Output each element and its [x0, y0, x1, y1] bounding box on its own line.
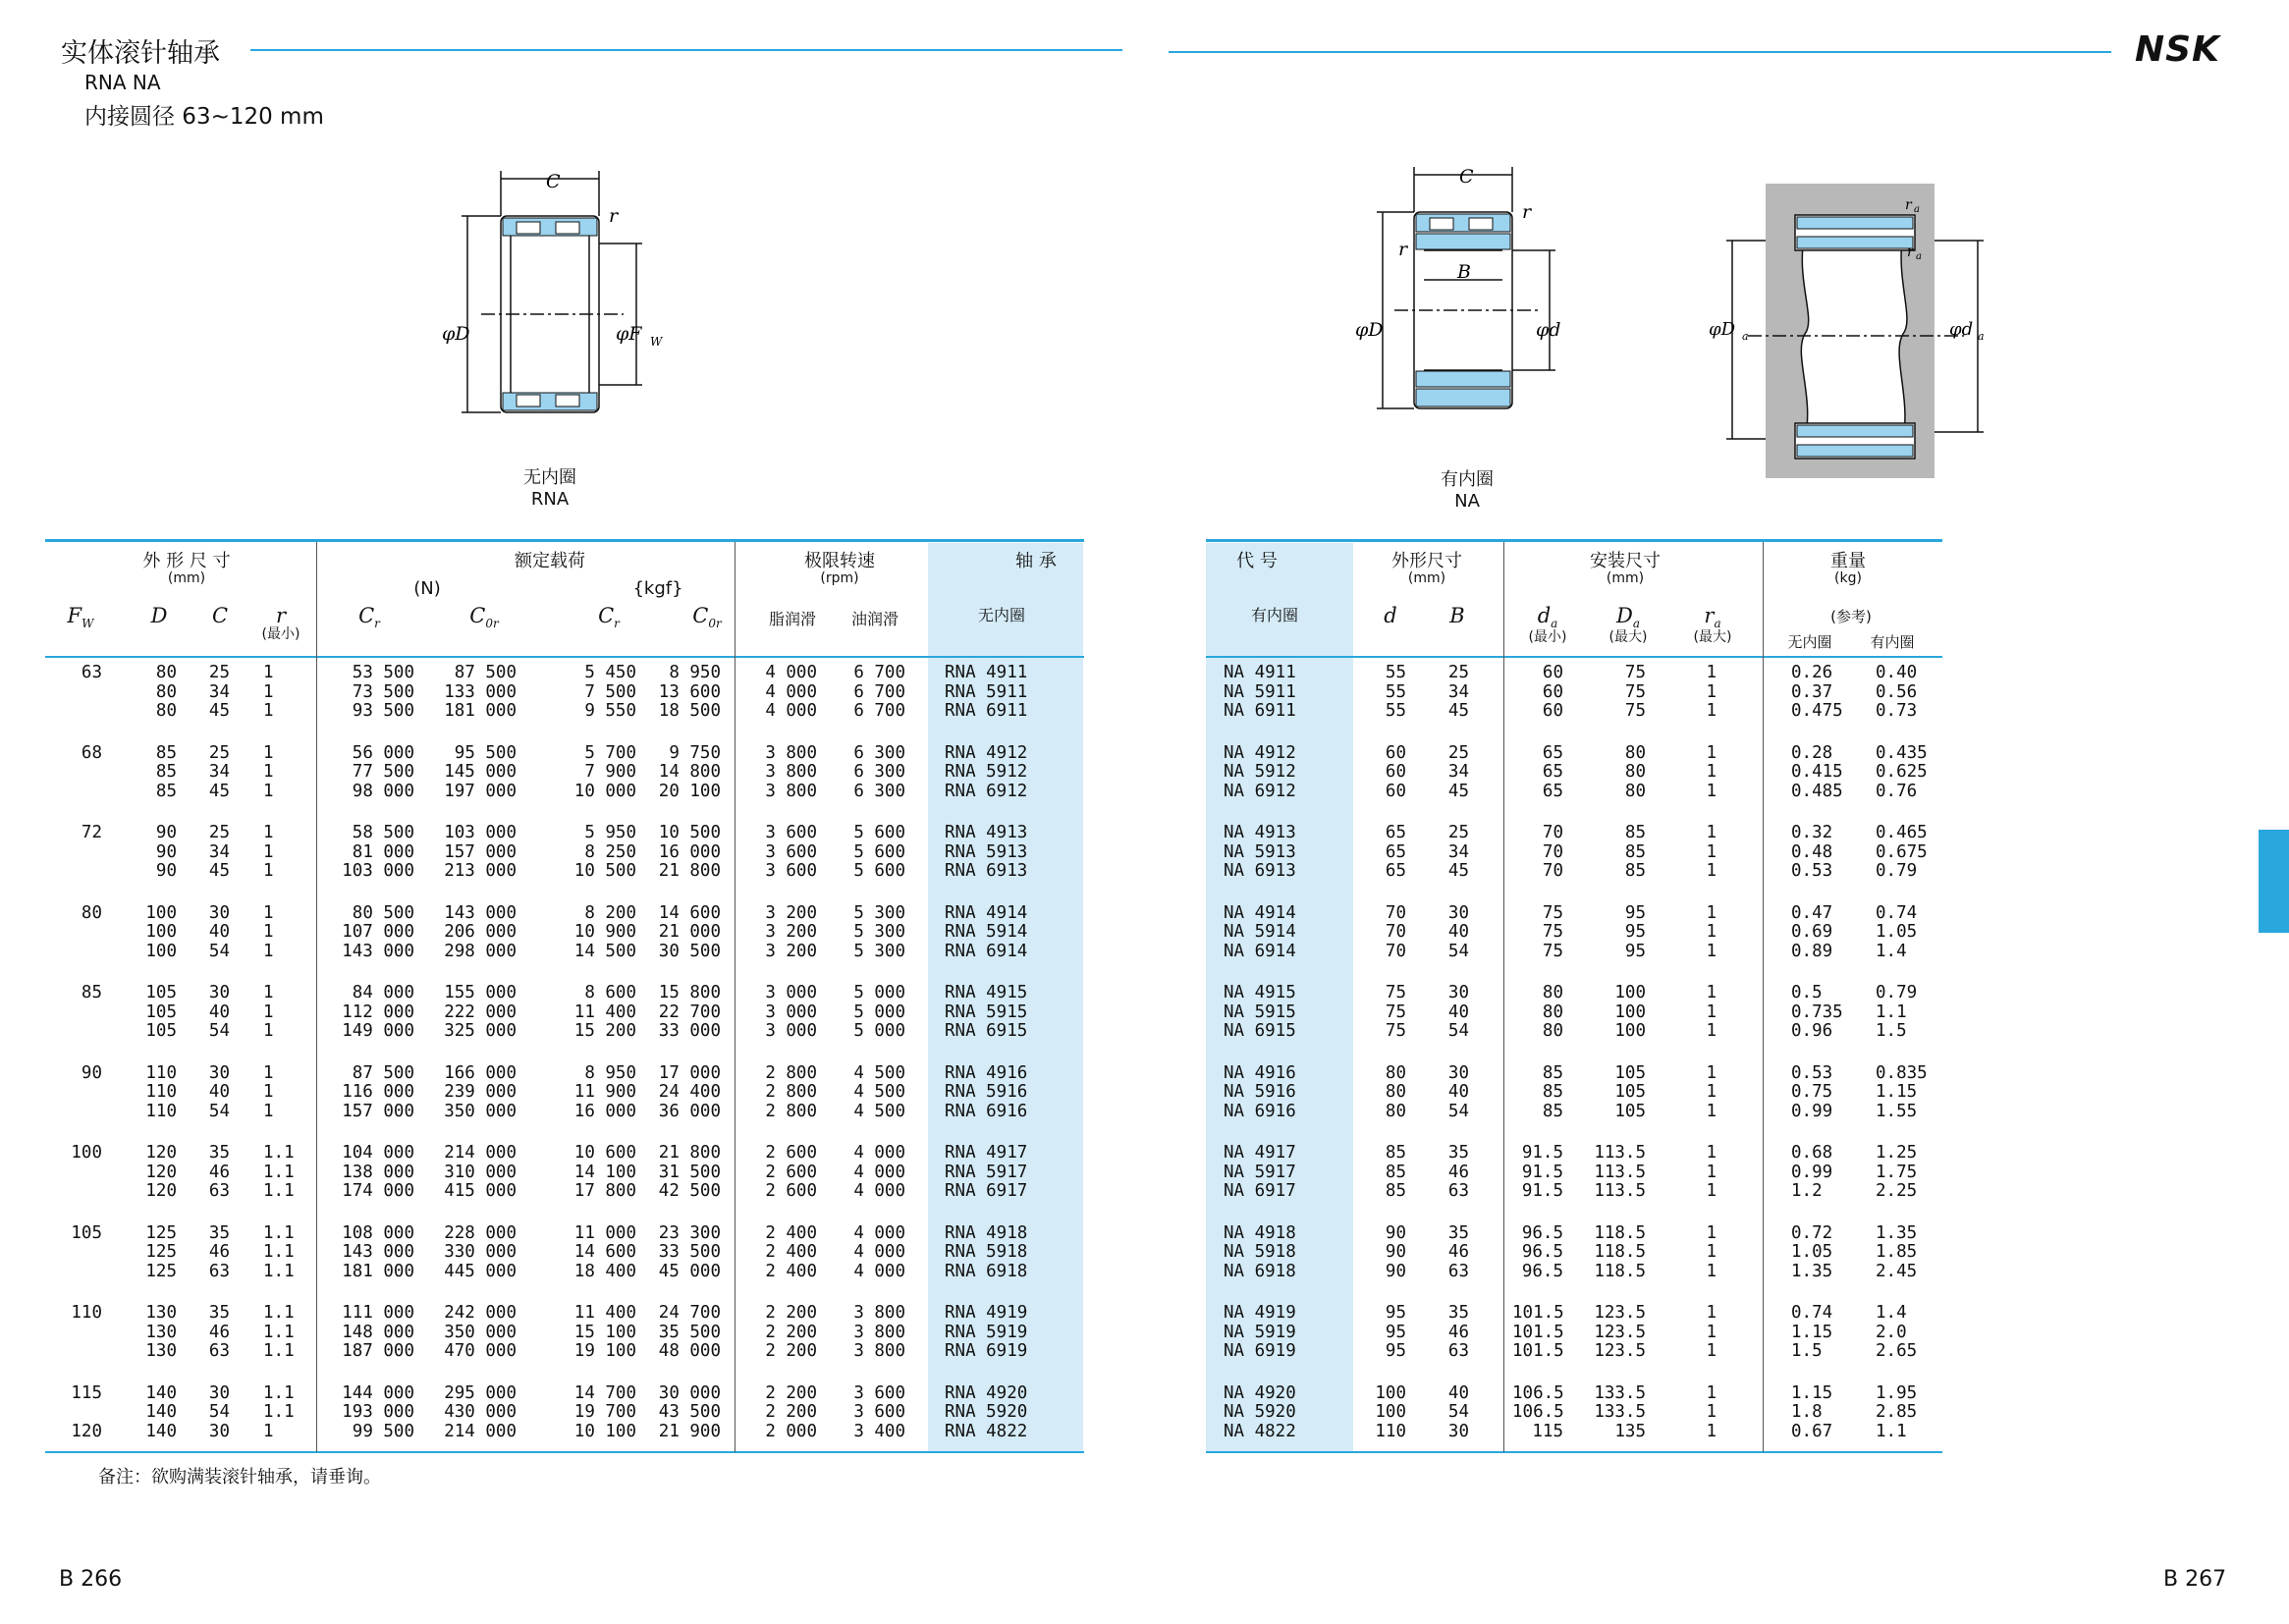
label-D: φD [442, 323, 470, 345]
label-da: φd [1949, 319, 1974, 340]
na-diagram [1355, 157, 1601, 471]
left-table-head-rule [45, 656, 1084, 658]
rt-ra-cell: 1 1 1 [1706, 902, 1717, 961]
lt-r-cell: 1 1 1 [263, 663, 274, 721]
rt-w_has-cell: 0.835 1.15 1.55 [1876, 1062, 1928, 1121]
rt-code-cell: NA 4916 NA 5916 NA 6916 [1224, 1062, 1296, 1121]
lt-Crk-cell: 8 200 10 900 14 500 [573, 902, 636, 961]
label-Fw-sub: W [650, 335, 663, 349]
rt-da-cell: 65 65 65 [1542, 742, 1563, 801]
lt-Fw-cell: 72 [81, 823, 102, 842]
rt-da-cell: 106.5 106.5 115 [1512, 1382, 1564, 1441]
rt-da-cell: 101.5 101.5 101.5 [1512, 1303, 1564, 1361]
lt-r-cell: 1.1 1.1 1.1 [263, 1143, 295, 1201]
rt-Da-cell: 95 95 95 [1624, 902, 1646, 961]
rt-d-cell: 70 70 70 [1385, 902, 1406, 961]
rt-Da-cell: 118.5 118.5 118.5 [1594, 1222, 1646, 1281]
rt-d-cell: 80 80 80 [1385, 1062, 1406, 1121]
rt-h-dims: 外形尺寸 (mm) [1391, 551, 1462, 586]
rt-B-cell: 35 46 63 [1447, 1143, 1469, 1201]
footnote: 备注：欲购满装滚针轴承，请垂询。 [98, 1467, 381, 1488]
lt-C0rk-cell: 21 800 31 500 42 500 [658, 1143, 721, 1201]
rt-B-cell: 25 34 45 [1447, 663, 1469, 721]
lt-Crk-cell: 11 400 15 100 19 100 [573, 1303, 636, 1361]
rt-c-has-inner: 有内圈 [1870, 633, 1915, 651]
rt-w_no-cell: 0.28 0.415 0.485 [1791, 742, 1843, 801]
lt-C0rk-cell: 17 000 24 400 36 000 [658, 1062, 721, 1121]
lt-c-r: r (最小) [261, 604, 300, 643]
lt-bearing-cell: RNA 4914 RNA 5914 RNA 6914 [945, 902, 1028, 961]
rt-w_has-cell: 0.79 1.1 1.5 [1876, 983, 1918, 1041]
page-number-left: B 266 [59, 1567, 123, 1592]
rt-B-cell: 30 40 54 [1447, 1062, 1469, 1121]
rt-Da-cell: 133.5 133.5 135 [1594, 1382, 1646, 1441]
lt-C-cell: 35 46 63 [208, 1303, 230, 1361]
label-ra-sub: a [1914, 204, 1920, 215]
lt-C-cell: 25 34 45 [208, 742, 230, 801]
lt-C0r-cell: 214 000 310 000 415 000 [444, 1143, 517, 1201]
lt-Fw-cell: 80 [81, 902, 102, 923]
lt-grease-cell: 2 400 2 400 2 400 [765, 1222, 817, 1281]
lt-Cr-cell: 144 000 193 000 99 500 [342, 1382, 414, 1441]
lt-c-oil: 油润滑 [850, 610, 899, 628]
lt-Fw-cell: 115 120 [71, 1382, 102, 1441]
label-Da: φD [1709, 319, 1736, 340]
lt-Fw-cell: 63 [81, 663, 102, 682]
lt-grease-cell: 4 000 4 000 4 000 [765, 663, 817, 721]
lt-C-cell: 30 40 54 [208, 902, 230, 961]
lt-h-speed: 极限转速 (rpm) [804, 551, 875, 586]
lt-C0r-cell: 103 000 157 000 213 000 [444, 823, 517, 881]
label-B: B [1457, 261, 1471, 283]
lt-grease-cell: 2 200 2 200 2 000 [765, 1382, 817, 1441]
lt-D-cell: 110 110 110 [145, 1062, 177, 1121]
rt-d-cell: 95 95 95 [1385, 1303, 1406, 1361]
rt-ra-cell: 1 1 1 [1706, 1382, 1717, 1441]
rt-B-cell: 35 46 63 [1447, 1222, 1469, 1281]
label-da-sub: a [1978, 330, 1985, 343]
lt-C0rk-cell: 9 750 14 800 20 100 [658, 742, 721, 801]
rt-w_has-cell: 0.40 0.56 0.73 [1876, 663, 1918, 721]
rt-c-ra: $r_a$ (最大) [1693, 604, 1732, 646]
lt-C0rk-cell: 24 700 35 500 48 000 [658, 1303, 721, 1361]
lt-D-cell: 125 125 125 [145, 1222, 177, 1281]
rt-w_has-cell: 1.95 2.85 1.1 [1876, 1382, 1918, 1441]
lt-oil-cell: 4 000 4 000 4 000 [853, 1143, 905, 1201]
rt-w_has-cell: 0.74 1.05 1.4 [1876, 902, 1918, 961]
right-divider-2 [1763, 542, 1764, 1452]
lt-Crk-cell: 5 450 7 500 9 550 [584, 663, 636, 721]
lt-C0r-cell: 87 500 133 000 181 000 [444, 663, 517, 721]
rna-diagram [432, 157, 687, 481]
lt-Fw-cell: 68 [81, 742, 102, 763]
rt-h-ref: (参考) [1830, 608, 1872, 625]
lt-Crk-cell: 14 700 19 700 10 100 [573, 1382, 636, 1441]
lt-r-cell: 1.1 1.1 1 [263, 1382, 295, 1441]
lt-h-load: 额定载荷 [515, 551, 585, 571]
left-table-top-rule [45, 539, 1084, 542]
rt-da-cell: 96.5 96.5 96.5 [1521, 1222, 1563, 1281]
label-r-na: r [1522, 201, 1532, 223]
rt-w_no-cell: 0.26 0.37 0.475 [1791, 663, 1843, 721]
nsk-logo: NSK [2135, 29, 2220, 70]
header-rule-left [250, 49, 1122, 51]
lt-D-cell: 80 80 80 [155, 663, 177, 721]
rt-d-cell: 60 60 60 [1385, 742, 1406, 801]
lt-C0rk-cell: 15 800 22 700 33 000 [658, 983, 721, 1041]
rt-ra-cell: 1 1 1 [1706, 1143, 1717, 1201]
rt-ra-cell: 1 1 1 [1706, 983, 1717, 1041]
rt-d-cell: 55 55 55 [1385, 663, 1406, 721]
rt-Da-cell: 80 80 80 [1624, 742, 1646, 801]
lt-grease-cell: 3 200 3 200 3 200 [765, 902, 817, 961]
rt-code-cell: NA 4911 NA 5911 NA 6911 [1224, 663, 1296, 721]
label-d: φd [1536, 319, 1561, 341]
rt-B-cell: 35 46 63 [1447, 1303, 1469, 1361]
lt-Cr-cell: 56 000 77 500 98 000 [352, 742, 414, 801]
lt-h-load-n: (N) [413, 578, 441, 599]
rt-da-cell: 85 85 85 [1542, 1062, 1563, 1121]
lt-grease-cell: 2 200 2 200 2 200 [765, 1303, 817, 1361]
lt-Cr-cell: 80 500 107 000 143 000 [342, 902, 414, 961]
lt-h-load-kgf: {kgf} [632, 578, 683, 599]
rt-w_no-cell: 0.68 0.99 1.2 [1791, 1143, 1833, 1201]
lt-Crk-cell: 10 600 14 100 17 800 [573, 1143, 636, 1201]
lt-bearing-cell: RNA 4918 RNA 5918 RNA 6918 [945, 1222, 1028, 1281]
rt-code-cell: NA 4913 NA 5913 NA 6913 [1224, 823, 1296, 881]
label-ra2-sub: a [1916, 251, 1922, 262]
lt-h-bearing: 轴 承 [1015, 551, 1057, 571]
lt-Fw-cell: 85 [81, 983, 102, 1002]
lt-C-cell: 25 34 45 [208, 663, 230, 721]
rt-h-with-inner: 有内圈 [1250, 606, 1298, 624]
right-table-top-rule [1206, 539, 1942, 542]
lt-oil-cell: 3 600 3 600 3 400 [853, 1382, 905, 1441]
rt-da-cell: 80 80 80 [1542, 983, 1563, 1041]
lt-bearing-cell: RNA 4911 RNA 5911 RNA 6911 [945, 663, 1028, 721]
lt-D-cell: 120 120 120 [145, 1143, 177, 1201]
lt-D-cell: 90 90 90 [155, 823, 177, 881]
rt-Da-cell: 85 85 85 [1624, 823, 1646, 881]
page-number-right: B 267 [2163, 1567, 2227, 1592]
lt-oil-cell: 5 300 5 300 5 300 [853, 902, 905, 961]
left-divider-2 [735, 542, 736, 1452]
lt-grease-cell: 3 800 3 800 3 800 [765, 742, 817, 801]
rt-d-cell: 100 100 110 [1375, 1382, 1406, 1441]
label-Fw: φF [616, 323, 642, 345]
lt-C-cell: 30 54 30 [208, 1382, 230, 1441]
lt-r-cell: 1 1 1 [263, 902, 274, 961]
rna-caption-cn: 无内圈 [523, 467, 576, 488]
lt-C0r-cell: 295 000 430 000 214 000 [444, 1382, 517, 1441]
rt-ra-cell: 1 1 1 [1706, 823, 1717, 881]
lt-grease-cell: 2 800 2 800 2 800 [765, 1062, 817, 1121]
label-r: r [609, 205, 619, 227]
rt-c-B: B [1449, 604, 1465, 627]
lt-D-cell: 130 130 130 [145, 1303, 177, 1361]
page-title: 实体滚针轴承 [61, 38, 220, 69]
lt-Cr-cell: 87 500 116 000 157 000 [342, 1062, 414, 1121]
rt-Da-cell: 105 105 105 [1614, 1062, 1646, 1121]
lt-D-cell: 100 100 100 [145, 902, 177, 961]
lt-C0r-cell: 143 000 206 000 298 000 [444, 902, 517, 961]
section-tab [2259, 830, 2289, 933]
lt-oil-cell: 5 600 5 600 5 600 [853, 823, 905, 881]
lt-Fw-cell: 110 [71, 1303, 102, 1323]
lt-C0rk-cell: 10 500 16 000 21 800 [658, 823, 721, 881]
lt-oil-cell: 5 000 5 000 5 000 [853, 983, 905, 1041]
rt-ra-cell: 1 1 1 [1706, 1303, 1717, 1361]
rt-c-no-inner: 无内圈 [1787, 633, 1832, 651]
lt-C0rk-cell: 30 000 43 500 21 900 [658, 1382, 721, 1441]
lt-h-dims: 外 形 尺 寸 (mm) [142, 551, 231, 586]
series-label: RNA NA [84, 71, 161, 94]
rt-code-cell: NA 4915 NA 5915 NA 6915 [1224, 983, 1296, 1041]
rt-w_has-cell: 1.25 1.75 2.25 [1876, 1143, 1918, 1201]
rt-d-cell: 90 90 90 [1385, 1222, 1406, 1281]
lt-C0r-cell: 242 000 350 000 470 000 [444, 1303, 517, 1361]
rt-w_has-cell: 0.465 0.675 0.79 [1876, 823, 1928, 881]
rt-ra-cell: 1 1 1 [1706, 742, 1717, 801]
lt-c-D: D [150, 604, 168, 627]
rt-h-weight: 重量 (kg) [1830, 551, 1866, 586]
lt-oil-cell: 6 700 6 700 6 700 [853, 663, 905, 721]
lt-c-C0r: $C_{0r}$ [469, 604, 499, 631]
rt-w_no-cell: 0.47 0.69 0.89 [1791, 902, 1833, 961]
rt-da-cell: 91.5 91.5 91.5 [1521, 1143, 1563, 1201]
rt-da-cell: 60 60 60 [1542, 663, 1563, 721]
lt-oil-cell: 4 500 4 500 4 500 [853, 1062, 905, 1121]
lt-c-Cr: $C_r$ [358, 604, 380, 631]
rt-h-code: 代 号 [1236, 551, 1278, 571]
lt-grease-cell: 3 000 3 000 3 000 [765, 983, 817, 1041]
rt-w_no-cell: 0.74 1.15 1.5 [1791, 1303, 1833, 1361]
rt-ra-cell: 1 1 1 [1706, 1062, 1717, 1121]
lt-r-cell: 1.1 1.1 1.1 [263, 1222, 295, 1281]
label-D-na: φD [1355, 319, 1384, 341]
rt-w_has-cell: 0.435 0.625 0.76 [1876, 742, 1928, 801]
rt-w_has-cell: 1.4 2.0 2.65 [1876, 1303, 1918, 1361]
lt-D-cell: 85 85 85 [155, 742, 177, 801]
lt-Crk-cell: 8 950 11 900 16 000 [573, 1062, 636, 1121]
lt-oil-cell: 3 800 3 800 3 800 [853, 1303, 905, 1361]
lt-C0r-cell: 166 000 239 000 350 000 [444, 1062, 517, 1121]
lt-Cr-cell: 104 000 138 000 174 000 [342, 1143, 414, 1201]
na-caption-cn: 有内圈 [1441, 469, 1494, 490]
rt-B-cell: 40 54 30 [1447, 1382, 1469, 1441]
rt-d-cell: 75 75 75 [1385, 983, 1406, 1041]
rt-Da-cell: 123.5 123.5 123.5 [1594, 1303, 1646, 1361]
lt-r-cell: 1 1 1 [263, 823, 274, 881]
rt-w_has-cell: 1.35 1.85 2.45 [1876, 1222, 1918, 1281]
rt-w_no-cell: 0.5 0.735 0.96 [1791, 983, 1843, 1041]
rt-Da-cell: 113.5 113.5 113.5 [1594, 1143, 1646, 1201]
right-table-head-rule [1206, 656, 1942, 658]
rt-d-cell: 65 65 65 [1385, 823, 1406, 881]
lt-r-cell: 1.1 1.1 1.1 [263, 1303, 295, 1361]
na-caption: NA [1454, 491, 1480, 512]
left-divider-1 [316, 542, 317, 1452]
rt-code-cell: NA 4912 NA 5912 NA 6912 [1224, 742, 1296, 801]
lt-C0rk-cell: 23 300 33 500 45 000 [658, 1222, 721, 1281]
rt-w_no-cell: 0.32 0.48 0.53 [1791, 823, 1833, 881]
lt-C0r-cell: 155 000 222 000 325 000 [444, 983, 517, 1041]
rna-caption: RNA [530, 489, 570, 510]
rt-d-cell: 85 85 85 [1385, 1143, 1406, 1201]
rt-da-cell: 70 70 70 [1542, 823, 1563, 881]
rt-ra-cell: 1 1 1 [1706, 1222, 1717, 1281]
lt-C0rk-cell: 8 950 13 600 18 500 [658, 663, 721, 721]
lt-C-cell: 30 40 54 [208, 1062, 230, 1121]
label-ra2: r [1907, 244, 1914, 260]
lt-bearing-cell: RNA 4916 RNA 5916 RNA 6916 [945, 1062, 1028, 1121]
rt-B-cell: 25 34 45 [1447, 823, 1469, 881]
lt-Fw-cell: 105 [71, 1222, 102, 1243]
rt-da-cell: 75 75 75 [1542, 902, 1563, 961]
lt-bearing-cell: RNA 4919 RNA 5919 RNA 6919 [945, 1303, 1028, 1361]
lt-C-cell: 25 34 45 [208, 823, 230, 881]
lt-bearing-cell: RNA 4913 RNA 5913 RNA 6913 [945, 823, 1028, 881]
lt-Cr-cell: 108 000 143 000 181 000 [342, 1222, 414, 1281]
rt-c-Da: $D_a$ (最大) [1608, 604, 1648, 646]
rt-B-cell: 25 34 45 [1447, 742, 1469, 801]
lt-c-no-inner: 无内圈 [977, 606, 1025, 624]
rt-Da-cell: 75 75 75 [1624, 663, 1646, 721]
rt-code-cell: NA 4919 NA 5919 NA 6919 [1224, 1303, 1296, 1361]
rt-B-cell: 30 40 54 [1447, 902, 1469, 961]
lt-Crk-cell: 8 600 11 400 15 200 [573, 983, 636, 1041]
lt-bearing-cell: RNA 4920 RNA 5920 RNA 4822 [945, 1382, 1028, 1441]
label-Da-sub: a [1742, 330, 1749, 343]
lt-Fw-cell: 100 [71, 1143, 102, 1163]
lt-oil-cell: 6 300 6 300 6 300 [853, 742, 905, 801]
rt-code-cell: NA 4917 NA 5917 NA 6917 [1224, 1143, 1296, 1201]
right-table-bottom-rule [1206, 1451, 1942, 1453]
header-rule-right [1169, 51, 2111, 53]
label-C: C [546, 171, 561, 192]
lt-C-cell: 30 40 54 [208, 983, 230, 1041]
lt-Fw-cell: 90 [81, 1062, 102, 1083]
lt-r-cell: 1 1 1 [263, 742, 274, 801]
lt-Cr-cell: 58 500 81 000 103 000 [342, 823, 414, 881]
lt-bearing-cell: RNA 4915 RNA 5915 RNA 6915 [945, 983, 1028, 1041]
rt-w_no-cell: 0.72 1.05 1.35 [1791, 1222, 1833, 1281]
rt-w_no-cell: 0.53 0.75 0.99 [1791, 1062, 1833, 1121]
lt-D-cell: 140 140 140 [145, 1382, 177, 1441]
lt-Crk-cell: 5 700 7 900 10 000 [573, 742, 636, 801]
rt-code-cell: NA 4920 NA 5920 NA 4822 [1224, 1382, 1296, 1441]
rt-c-d: d [1384, 604, 1397, 627]
label-r2-na: r [1398, 239, 1408, 260]
label-C-na: C [1459, 166, 1474, 188]
lt-oil-cell: 4 000 4 000 4 000 [853, 1222, 905, 1281]
mounting-diagram [1709, 182, 1993, 486]
lt-C-cell: 35 46 63 [208, 1222, 230, 1281]
rt-B-cell: 30 40 54 [1447, 983, 1469, 1041]
lt-Crk-cell: 11 000 14 600 18 400 [573, 1222, 636, 1281]
lt-Cr-cell: 84 000 112 000 149 000 [342, 983, 414, 1041]
lt-bearing-cell: RNA 4912 RNA 5912 RNA 6912 [945, 742, 1028, 801]
left-table-bottom-rule [45, 1451, 1084, 1453]
lt-C-cell: 35 46 63 [208, 1143, 230, 1201]
lt-C0r-cell: 228 000 330 000 445 000 [444, 1222, 517, 1281]
lt-D-cell: 105 105 105 [145, 983, 177, 1041]
lt-c-grease: 脂润滑 [768, 610, 816, 628]
rt-code-cell: NA 4914 NA 5914 NA 6914 [1224, 902, 1296, 961]
lt-grease-cell: 3 600 3 600 3 600 [765, 823, 817, 881]
rt-h-mount: 安装尺寸 (mm) [1590, 551, 1661, 586]
lt-c-Cr-kgf: $C_r$ [598, 604, 620, 631]
lt-bearing-cell: RNA 4917 RNA 5917 RNA 6917 [945, 1143, 1028, 1201]
lt-c-C0r-kgf: $C_{0r}$ [692, 604, 722, 631]
lt-grease-cell: 2 600 2 600 2 600 [765, 1143, 817, 1201]
rt-ra-cell: 1 1 1 [1706, 663, 1717, 721]
lt-c-Fw: $F_W$ [67, 604, 94, 631]
lt-C0rk-cell: 14 600 21 000 30 500 [658, 902, 721, 961]
rt-c-da: $d_a$ (最小) [1528, 604, 1567, 646]
lt-c-C: C [211, 604, 229, 627]
rt-w_no-cell: 1.15 1.8 0.67 [1791, 1382, 1833, 1441]
lt-Cr-cell: 53 500 73 500 93 500 [352, 663, 414, 721]
lt-r-cell: 1 1 1 [263, 983, 274, 1041]
right-divider-1 [1503, 542, 1504, 1452]
label-ra: r [1905, 197, 1912, 213]
rt-code-cell: NA 4918 NA 5918 NA 6918 [1224, 1222, 1296, 1281]
lt-C0r-cell: 95 500 145 000 197 000 [444, 742, 517, 801]
lt-r-cell: 1 1 1 [263, 1062, 274, 1121]
lt-Cr-cell: 111 000 148 000 187 000 [342, 1303, 414, 1361]
lt-Crk-cell: 5 950 8 250 10 500 [573, 823, 636, 881]
rt-Da-cell: 100 100 100 [1614, 983, 1646, 1041]
bore-range: 内接圆径 63~120 mm [84, 104, 324, 130]
